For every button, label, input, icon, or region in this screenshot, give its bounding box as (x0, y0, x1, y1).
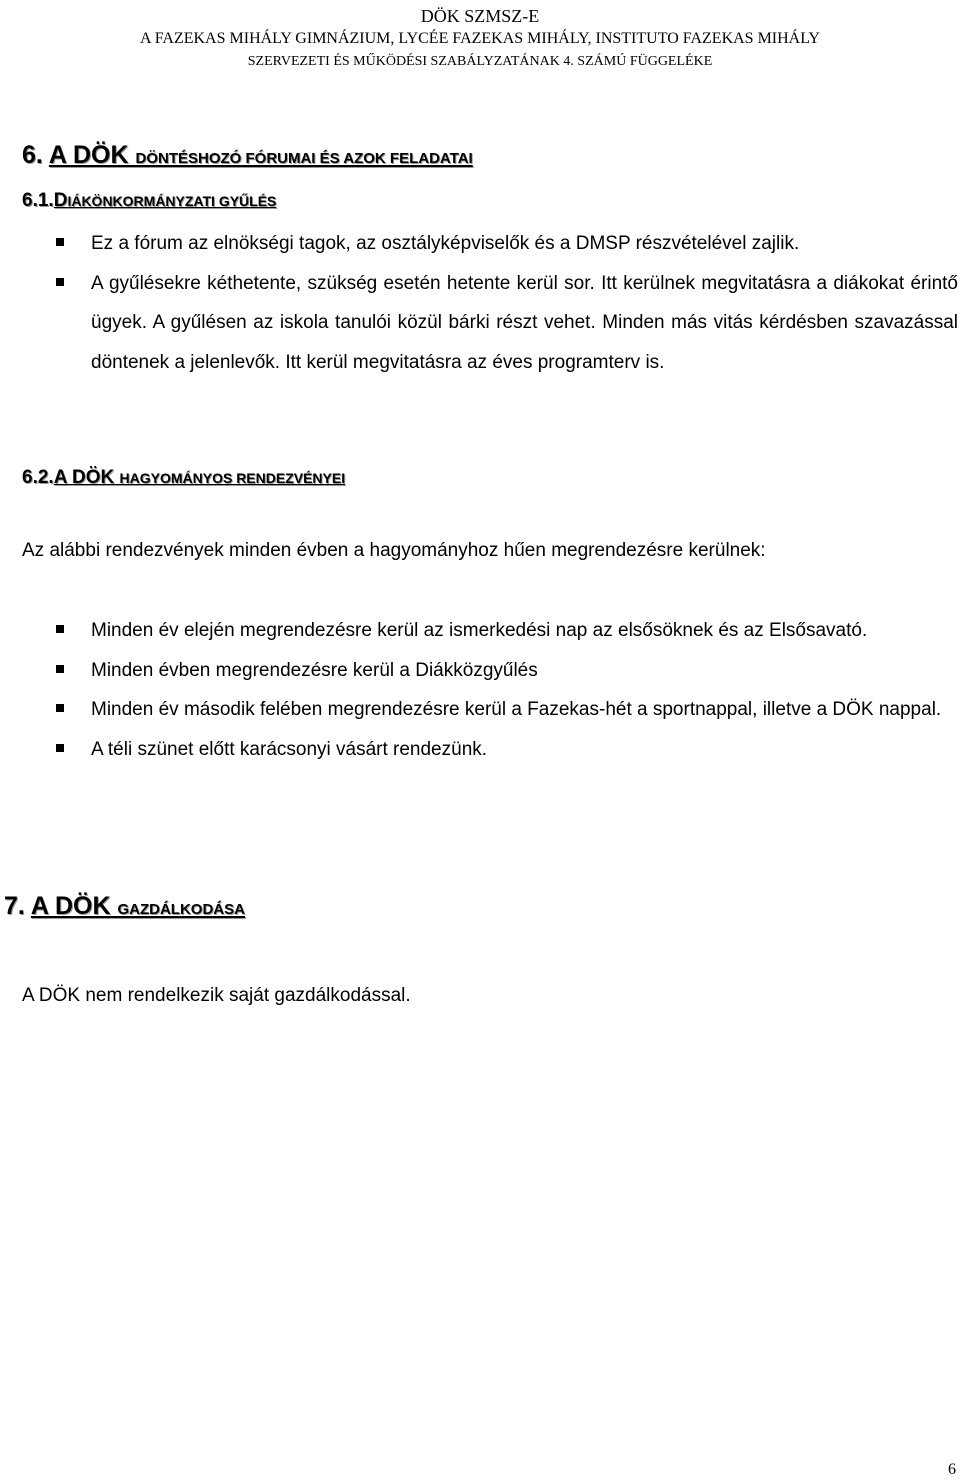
section-6-1-heading (22, 190, 276, 212)
list-item (56, 611, 958, 651)
header-subtitle: SZERVEZETI ÉS MŰKÖDÉSI SZABÁLYZATÁNAK 4. SZÁMÚ FÜGGELÉKE (247, 54, 713, 69)
header-title: DÖK SZMSZ-E (420, 6, 540, 26)
list-item-text: A gyűlésekre kéthetente, szükség esetén hetente kerül sor. Itt kerülnek megvitatásra a diákokat érintő ügyek. A gyűlésen az iskola tanulói közül bárki részt vehet. Minden más vitás kérdésben szavazással döntenek a jelenlevők. Itt kerül megvitatásra az éves programterv is. (91, 272, 958, 373)
section-6-2-bullet-list (56, 611, 958, 769)
section-6-title (49, 141, 473, 169)
section-6-2-title-rest: HAGYOMÁNYOS RENDEZVÉNYEI (119, 470, 346, 486)
list-item-text: Minden év elején megrendezésre kerül az ismerkedési nap az elsősöknek és az Elsősavató. (91, 620, 868, 641)
section-6-1-title (54, 190, 277, 211)
section-6-2-intro: Az alábbi rendezvények minden évben a hagyományhoz hűen megrendezésre kerülnek: (22, 540, 766, 561)
section-7-number: 7. (4, 892, 25, 920)
section-6-2-number: 6.2. (22, 467, 54, 488)
square-bullet-icon (56, 625, 64, 633)
page-header (0, 0, 960, 73)
list-item-text: Ez a fórum az elnökségi tagok, az osztályképviselők és a DMSP részvételével zajlik. (91, 233, 800, 254)
list-item-text: Minden évben megrendezésre kerül a Diákközgyűlés (91, 659, 538, 681)
section-6-1-number: 6.1. (22, 190, 54, 211)
list-item-text: A téli szünet előtt karácsonyi vásárt rendezünk. (91, 738, 488, 760)
section-6-title-main: A DÖK (48, 141, 129, 169)
list-item (56, 730, 958, 770)
list-item (56, 224, 958, 264)
square-bullet-icon (56, 665, 64, 673)
section-6-2-title (54, 467, 345, 488)
section-6-2-title-main: A DÖK (53, 467, 115, 488)
section-6-number: 6. (22, 141, 43, 169)
list-item (56, 264, 958, 383)
list-item-text: Minden év második felében megrendezésre kerül a Fazekas-hét a sportnappal, illetve a DÖK nappal. (91, 699, 942, 720)
section-6-heading (22, 141, 473, 170)
section-6-2-heading (22, 467, 345, 489)
list-item (56, 651, 958, 691)
section-7-heading (4, 892, 245, 921)
section-7-title-main: A DÖK (30, 892, 111, 920)
section-7-text: A DÖK nem rendelkezik saját gazdálkodással. (22, 985, 411, 1006)
list-item (56, 690, 958, 730)
square-bullet-icon (56, 704, 64, 712)
section-6-title-rest: DÖNTÉSHOZÓ FÓRUMAI ÉS AZOK FELADATAI (135, 150, 473, 167)
section-6-1-title-cap: D (53, 190, 68, 211)
header-school-name: A FAZEKAS MIHÁLY GIMNÁZIUM, LYCÉE FAZEKAS MIHÁLY, INSTITUTO FAZEKAS MIHÁLY (140, 30, 820, 47)
section-6-1-title-rest: IÁKÖNKORMÁNYZATI GYŰLÉS (67, 193, 277, 209)
square-bullet-icon (56, 744, 64, 752)
square-bullet-icon (56, 238, 64, 246)
square-bullet-icon (56, 278, 64, 286)
section-7-title-rest: GAZDÁLKODÁSA (117, 901, 245, 918)
section-6-1-bullet-list (56, 224, 958, 382)
section-7-title (31, 892, 245, 920)
page-number: 6 (948, 1461, 956, 1478)
